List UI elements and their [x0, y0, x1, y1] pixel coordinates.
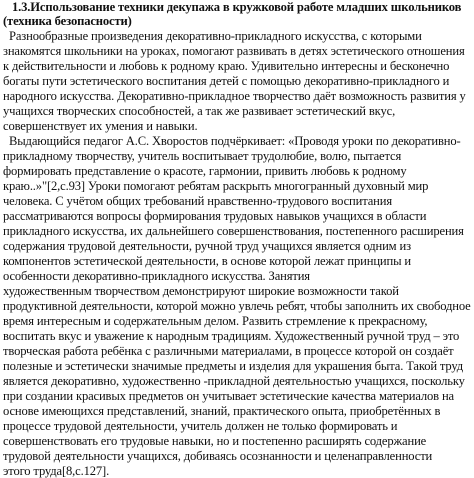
paragraph2-line-14: воспитать вкус и уважение к народным традициям. Художественный ручной труд – это — [3, 329, 460, 343]
paragraph2-line-17: является декоративно, художественно -прикладной деятельностью учащихся, поскольку — [3, 374, 465, 388]
paragraph2-line-3: формировать представление о красоте, гармонии, привить любовь к родному — [3, 164, 407, 178]
paragraph2-line-11: художественным творчеством демонстрируют широкие возможности такой — [3, 284, 399, 298]
paragraph2-line-12: продуктивной деятельности, которой можно увлечь ребят, чтобы заполнить их свободное — [3, 299, 471, 313]
paragraph2-line-18: при создании красивых предметов он учитывает эстетические качества материалов на — [3, 389, 454, 403]
paragraph1-line-5: народного искусства. Декоративно-прикладное творчество даёт возможность развития у — [3, 89, 466, 103]
paragraph2-line-20: процессе трудовой деятельности, учитель должен не только формировать и — [3, 419, 398, 433]
heading-line-1: 1.3.Использование техники декупажа в кружковой работе младших школьников — [12, 0, 462, 14]
paragraph2-line-15: творческая работа ребёнка с различными материалами, в процессе которой он создаёт — [3, 344, 454, 358]
paragraph2-line-21: совершенствовать его трудовые навыки, но и постепенно расширять содержание — [3, 434, 427, 448]
paragraph1-line-6: учащихся творческих способностей, а так же развивает эстетический вкус, — [3, 104, 396, 118]
paragraph2-line-7: прикладного искусства, их дальнейшего совершенствования, постепенного расширения — [3, 224, 464, 238]
paragraph2-line-2: прикладному творчеству, учитель воспитывает трудолюбие, волю, пытается — [3, 149, 402, 163]
paragraph2-line-16: полезные и эстетически значимые предметы и изделия для украшения быта. Такой труд — [3, 359, 464, 373]
paragraph2-line-9: компонентов эстетической деятельности, в основе которой лежат принципы и — [3, 254, 411, 268]
paragraph2-line-4: краю..»"[2,с.93] Уроки помогают ребятам раскрыть многогранный духовный мир — [3, 179, 429, 193]
paragraph1-line-2: знакомятся школьники на уроках, помогают развивать в детях эстетического отношения — [3, 44, 465, 58]
paragraph1-line-7: совершенствует их умения и навыки. — [3, 119, 198, 133]
paragraph2-line-6: рассматриваются вопросы формирования трудовых навыков учащихся в области — [3, 209, 427, 223]
paragraph2-line-23: этого труда[8,с.127]. — [3, 464, 110, 478]
paragraph2-line-10: особенности декоративно-прикладного искусства. Занятия — [3, 269, 310, 283]
paragraph2-line-1: Выдающийся педагог А.С. Хворостов подчёркивает: «Проводя уроки по декоративно- — [9, 134, 461, 148]
paragraph2-line-8: содержания трудовой деятельности, ручной труд учащихся является одним из — [3, 239, 411, 253]
paragraph1-line-3: к действительности и любовь к родному краю. Удивительно интересны и бесконечно — [3, 59, 450, 73]
paragraph2-line-5: человека. С учётом общих требований нравственно-трудового воспитания — [3, 194, 392, 208]
paragraph2-line-19: основе имеющихся представлений, знаний, практического опыта, приобретённых в — [3, 404, 441, 418]
paragraph1-line-4: богаты пути эстетического воспитания детей с помощью декоративно-прикладного и — [3, 74, 450, 88]
heading-line-2: (техника безопасности) — [3, 14, 132, 28]
paragraph1-line-1: Разнообразные произведения декоративно-прикладного искусства, с которыми — [9, 29, 422, 43]
paragraph2-line-22: трудовой деятельности учащихся, добиваясь осознанности и целенаправленности — [3, 449, 433, 463]
paragraph2-line-13: время интересным и содержательным делом. Развить стремление к прекрасному, — [3, 314, 428, 328]
